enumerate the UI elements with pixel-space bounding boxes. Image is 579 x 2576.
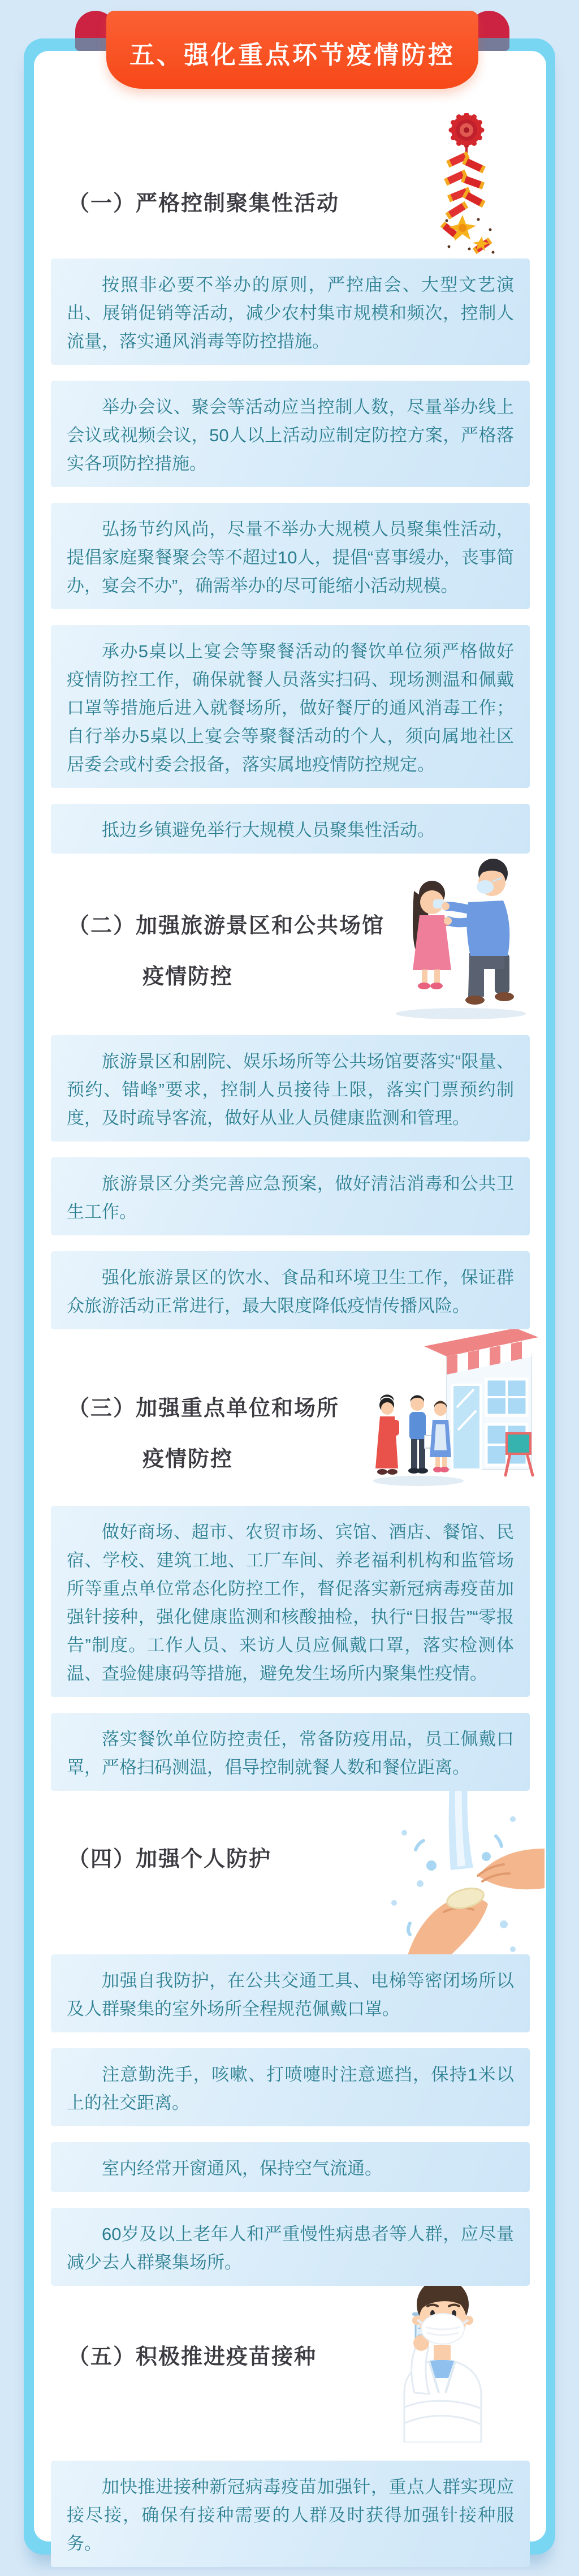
info-box — [51, 381, 530, 487]
section-3-heading-line1: （三）加强重点单位和场所 — [68, 1397, 340, 1420]
info-box — [51, 2048, 530, 2126]
firecracker-icon — [435, 113, 498, 255]
info-box — [51, 804, 530, 854]
info-box — [51, 2208, 530, 2286]
paragraph-text: 举办会议、聚会等活动应当控制人数，尽量举办线上会议或视频会议，50人以上活动应制定防控方案，严格落实各项防控措施。 — [67, 397, 514, 473]
info-box — [51, 1157, 530, 1235]
ribbon-body — [106, 11, 478, 89]
firecracker-string — [440, 152, 492, 255]
paragraph-text: 加快推进接种新冠病毒疫苗加强针，重点人群实现应接尽接，确保有接种需要的人群及时获得加强针接种服务。 — [67, 2477, 514, 2553]
info-box — [51, 2142, 530, 2192]
paragraph-text: 注意勤洗手，咳嗽、打喷嚏时注意遮挡，保持1米以上的社交距离。 — [67, 2065, 514, 2113]
title-ribbon — [75, 11, 509, 91]
paragraph-text: 落实餐饮单位防控责任，常备防疫用品，员工佩戴口罩，严格扫码测温，倡导控制就餐人数和餐位距离。 — [67, 1729, 514, 1777]
info-box — [51, 1251, 530, 1329]
paragraph-text: 旅游景区和剧院、娱乐场所等公共场馆要落实“限量、预约、错峰”要求，控制人员接待上限，落实门票预约制度，及时疏导客流，做好从业人员健康监测和管理。 — [67, 1052, 514, 1128]
section-1-heading: （一）严格控制聚集性活动 — [68, 192, 340, 216]
section-5-heading: （五）积极推进疫苗接种 — [68, 2345, 317, 2369]
paragraph-text: 加强自我防护，在公共交通工具、电梯等密闭场所以及人群聚集的室外场所全程规范佩戴口罩。 — [67, 1971, 514, 2019]
doctor-syringe-illustration — [370, 2261, 512, 2443]
banner-title: 五、强化重点环节疫情防控 — [129, 41, 455, 69]
girl-figure — [413, 881, 463, 989]
shopper-man — [408, 1395, 434, 1474]
info-box — [51, 1035, 530, 1141]
info-box — [51, 625, 530, 788]
info-box — [51, 259, 530, 365]
info-box — [51, 1954, 530, 2032]
section-4-heading: （四）加强个人防护 — [68, 1847, 272, 1871]
info-box — [51, 1506, 530, 1697]
section-2-heading-line1: （二）加强旅游景区和公共场馆 — [68, 914, 385, 938]
paragraph-text: 承办5桌以上宴会等聚餐活动的餐饮单位须严格做好疫情防控工作，确保就餐人员落实扫码、现场测温和佩戴口罩等措施后进入就餐场所，做好餐厅的通风消毒工作；自行举办5桌以上宴会等聚餐活动的个人，须向属地社区居委会或村委会报备，落实属地疫情防控规定。 — [67, 641, 514, 774]
rosette-medallion — [449, 113, 485, 153]
paragraph-text: 室内经常开窗通风，保持空气流通。 — [102, 2159, 382, 2178]
paragraph-text: 旅游景区分类完善应急预案，做好清洁消毒和公共卫生工作。 — [67, 1174, 514, 1222]
paragraph-text: 按照非必要不举办的原则，严控庙会、大型文艺演出、展销促销等活动，减少农村集市规模和频次，控制人流量，落实通风消毒等防控措施。 — [67, 275, 514, 351]
section-2-heading-line2: 疫情防控 — [142, 965, 234, 989]
paragraph-text: 弘扬节约风尚，尽量不举办大规模人员聚集性活动，提倡家庭聚餐聚会等不超过10人，提倡“喜事缓办，丧事简办，宴会不办”，确需举办的尽可能缩小活动规模。 — [67, 519, 514, 596]
storefront-shoppers-illustration — [368, 1323, 542, 1489]
father-masking-child-illustration — [384, 848, 537, 1021]
info-box — [51, 503, 530, 609]
paragraph-text: 60岁及以上老年人和严重慢性病患者等人群，应尽量减少去人群聚集场所。 — [67, 2224, 514, 2272]
paragraph-text: 强化旅游景区的饮水、食品和环境卫生工作，保证群众旅游活动正常进行，最大限度降低疫情传播风险。 — [67, 1268, 514, 1316]
info-box — [51, 1713, 530, 1791]
paragraph-text: 做好商场、超市、农贸市场、宾馆、酒店、餐馆、民宿、学校、建筑工地、工厂车间、养老福利机构和监管场所等重点单位常态化防控工作，督促落实新冠病毒疫苗加强针接种，强化健康监测和核酸抽检，执行“日报告”“零报告”制度。工作人员、来访人员应佩戴口罩，落实检测体温、查验健康码等措施，避免发生场所内聚集性疫情。 — [67, 1522, 514, 1683]
father-figure — [442, 859, 514, 1005]
info-box — [51, 2461, 530, 2567]
paragraph-text: 抵边乡镇避免举行大规模人员聚集性活动。 — [102, 820, 435, 840]
shopper-red-dress — [375, 1394, 399, 1475]
section-3-heading-line2: 疫情防控 — [142, 1448, 234, 1471]
